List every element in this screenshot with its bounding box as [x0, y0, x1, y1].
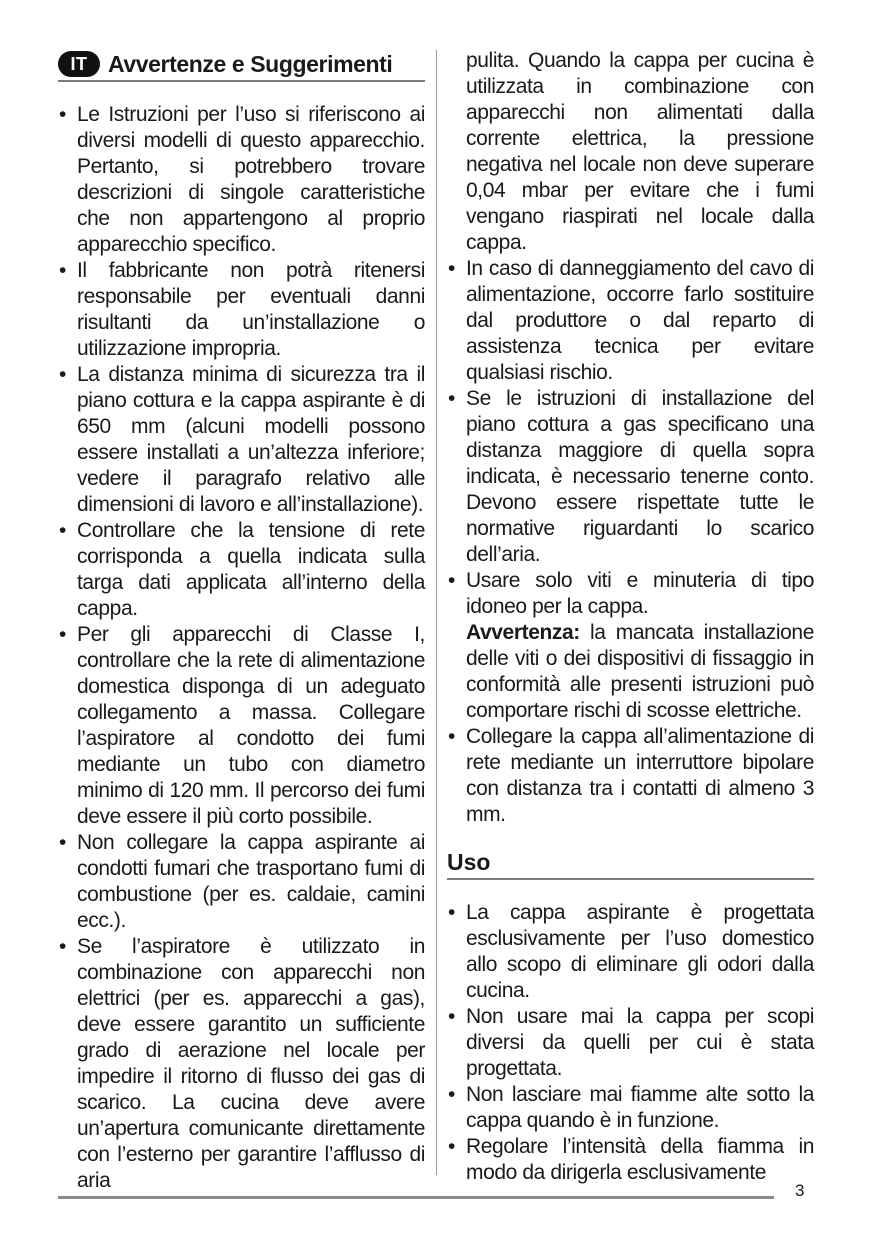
- left-column: [58, 48, 425, 1194]
- list-item: • Se l’aspiratore è utilizzato in combinazione con apparecchi non elettrici (per es. apparecchi a gas), deve essere garantito un sufficiente grado di aerazione nel locale per impedire il ritorno di flusso dei gas di scarico. La cucina deve avere un’apertura comunicante direttamente con l’esterno per garantire l’afflusso di aria: [58, 934, 425, 1194]
- list-item: • Il fabbricante non potrà ritenersi responsabile per eventuali danni risultanti da un’installazione o utilizzazione impropria.: [58, 258, 425, 362]
- uso-title: Uso: [447, 846, 814, 880]
- column-divider: [436, 50, 437, 1175]
- page-number: 3: [795, 1181, 805, 1200]
- list-item: • Se le istruzioni di installazione del piano cottura a gas specificano una distanza maggiore di quella sopra indicata, è necessario tenerne conto. Devono essere rispettate tutte le normative riguardanti lo scarico dell’aria.: [447, 386, 814, 568]
- warning-text: la mancata installazione delle viti o dei dispositivi di fissaggio in conformità alle presenti istruzioni può comportare rischi di scosse elettriche.: [466, 621, 814, 722]
- uso-bullet-list: [447, 900, 814, 1186]
- section-heading: [58, 48, 425, 82]
- list-item: • In caso di danneggiamento del cavo di alimentazione, occorre farlo sostituire dal produttore o dal reparto di assistenza tecnica per evitare qualsiasi rischio.: [447, 256, 814, 386]
- list-item: • Non usare mai la cappa per scopi diversi da quelli per cui è stata progettata.: [447, 1004, 814, 1082]
- footer-rule: [58, 1196, 774, 1199]
- list-item: • Collegare la cappa all’alimentazione di rete mediante un interruttore bipolare con distanza tra i contatti di almeno 3 mm.: [447, 724, 814, 828]
- list-item: • La cappa aspirante è progettata esclusivamente per l’uso domestico allo scopo di eliminare gli odori dalla cucina.: [447, 900, 814, 1004]
- right-bullet-list: [447, 256, 814, 828]
- language-badge: IT: [58, 51, 100, 77]
- section-title: Avvertenze e Suggerimenti: [108, 50, 393, 77]
- list-item: • Non lasciare mai fiamme alte sotto la cappa quando è in funzione.: [447, 1082, 814, 1134]
- list-item: • Le Istruzioni per l’uso si riferiscono ai diversi modelli di questo apparecchio. Pertanto, si potrebbero trovare descrizioni di singole caratteristiche che non appartengono al proprio apparecchio specifico.: [58, 102, 425, 258]
- right-column: [447, 48, 814, 1186]
- list-item: • La distanza minima di sicurezza tra il piano cottura e la cappa aspirante è di 650 mm (alcuni modelli possono essere installati a un’altezza inferiore; vedere il paragrafo relativo alle dimensioni di lavoro e all’installazione).: [58, 362, 425, 518]
- list-item-text: • Usare solo viti e minuteria di tipo idoneo per la cappa.: [466, 569, 814, 618]
- warning-label: Avvertenza:: [466, 621, 580, 644]
- list-item: • Non collegare la cappa aspirante ai condotti fumari che trasportano fumi di combustione (per es. caldaie, camini ecc.).: [58, 830, 425, 934]
- list-item: • Controllare che la tensione di rete corrisponda a quella indicata sulla targa dati applicata all’interno della cappa.: [58, 518, 425, 622]
- list-item: • Per gli apparecchi di Classe I, controllare che la rete di alimentazione domestica disponga di un adeguato collegamento a massa. Collegare l’aspiratore al condotto dei fumi mediante un tubo con diametro minimo di 120 mm. Il percorso dei fumi deve essere il più corto possibile.: [58, 622, 425, 830]
- left-bullet-list: [58, 102, 425, 1194]
- list-item: • Regolare l’intensità della fiamma in modo da dirigerla esclusivamente: [447, 1134, 814, 1186]
- list-item: [447, 568, 814, 724]
- warning-note: [466, 620, 814, 724]
- continued-paragraph: pulita. Quando la cappa per cucina è utilizzata in combinazione con apparecchi non alimentati dalla corrente elettrica, la pressione negativa nel locale non deve superare 0,04 mbar per evitare che i fumi vengano riaspirati nel locale dalla cappa.: [466, 49, 814, 254]
